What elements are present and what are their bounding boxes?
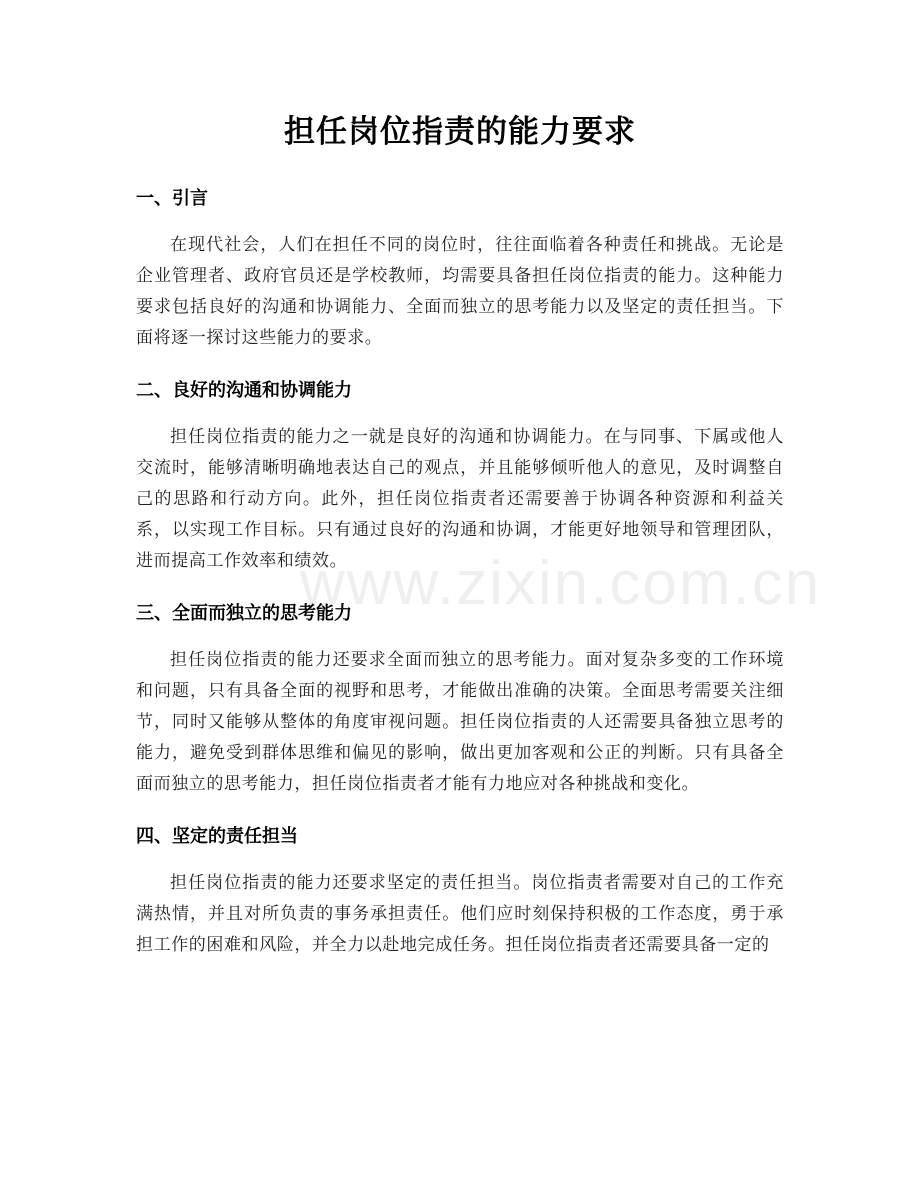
section-paragraph: 在现代社会，人们在担任不同的岗位时，往往面临着各种责任和挑战。无论是企业管理者、政府官员还是学校教师，均需要具备担任岗位指责的能力。这种能力要求包括良好的沟通和协调能力、全面而独立的思考能力以及坚定的责任担当。下面将逐一探讨这些能力的要求。 bbox=[136, 235, 784, 348]
section-introduction bbox=[136, 184, 784, 354]
section-responsibility bbox=[136, 822, 784, 961]
section-heading: 二、良好的沟通和协调能力 bbox=[136, 380, 352, 401]
section-thinking bbox=[136, 599, 784, 800]
section-paragraph: 担任岗位指责的能力还要求坚定的责任担当。岗位指责者需要对自己的工作充满热情，并且对所负责的事务承担责任。他们应时刻保持积极的工作态度，勇于承担工作的困难和风险，并全力以赴地完成任务。担任岗位指责者还需要具备一定的 bbox=[136, 873, 784, 955]
section-paragraph: 担任岗位指责的能力还要求全面而独立的思考能力。面对复杂多变的工作环境和问题，只有具备全面的视野和思考，才能做出准确的决策。全面思考需要关注细节，同时又能够从整体的角度审视问题。担任岗位指责的人还需要具备独立思考的能力，避免受到群体思维和偏见的影响，做出更加客观和公正的判断。只有具备全面而独立的思考能力，担任岗位指责者才能有力地应对各种挑战和变化。 bbox=[136, 650, 784, 794]
section-heading: 四、坚定的责任担当 bbox=[136, 826, 298, 847]
section-communication bbox=[136, 376, 784, 577]
watermark: www.zixin.com.cn bbox=[300, 549, 822, 618]
section-paragraph: 担任岗位指责的能力之一就是良好的沟通和协调能力。在与同事、下属或他人交流时，能够清晰明确地表达自己的观点，并且能够倾听他人的意见，及时调整自己的思路和行动方向。此外，担任岗位指责者还需要善于协调各种资源和利益关系，以实现工作目标。只有通过良好的沟通和协调，才能更好地领导和管理团队，进而提高工作效率和绩效。 bbox=[136, 427, 784, 571]
document-title: 担任岗位指责的能力要求 bbox=[284, 114, 636, 150]
section-heading: 三、全面而独立的思考能力 bbox=[136, 603, 352, 624]
document-sections bbox=[136, 184, 784, 961]
section-heading: 一、引言 bbox=[136, 188, 208, 209]
